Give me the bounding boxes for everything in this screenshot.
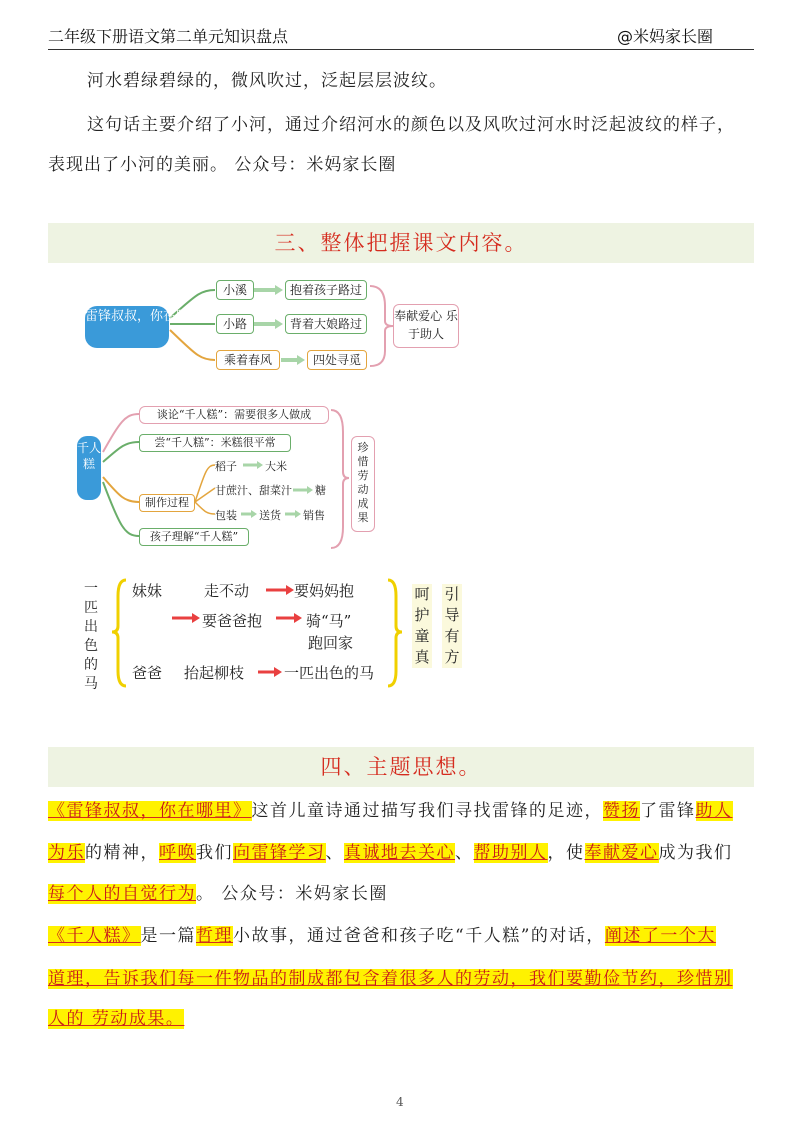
poem-r3-subject: 爸爸 <box>132 664 163 682</box>
theme-segment: 。 公众号：米妈家长圈 <box>196 884 388 904</box>
mindmap-qianrengao-center: 千人糕 <box>77 436 101 500</box>
theme-segment: 我们 <box>196 843 233 863</box>
theme-segment: 赞扬 <box>603 801 640 821</box>
section-4-title: 四、主题思想。 <box>48 747 754 787</box>
header-title: 二年级下册语文第二单元知识盘点 <box>48 27 289 46</box>
theme-segment: 奉献爱心 <box>584 843 659 863</box>
mindmap-qianrengao-item-3: 制作过程 <box>139 494 195 512</box>
mindmap-leifeng-row1-from: 小溪 <box>216 280 254 300</box>
process-step-3c: 销售 <box>303 509 325 522</box>
process-step-1a: 稻子 <box>215 460 237 473</box>
theme-p1-line-2 <box>48 838 733 868</box>
theme-segment: 真诚地去关心 <box>344 843 455 863</box>
poem-theme-2: 引导有方 <box>442 584 462 668</box>
mindmap-leifeng-row2-to: 背着大娘路过 <box>285 314 367 334</box>
mindmap-leifeng-row2-from: 小路 <box>216 314 254 334</box>
theme-segment: 阐述了一个大 <box>604 926 716 946</box>
theme-segment: 这首儿童诗通过描写我们寻找雷锋的足迹， <box>251 801 603 821</box>
header-divider <box>48 49 754 50</box>
theme-segment: 是一篇 <box>140 926 196 946</box>
mindmap-leifeng-row1-to: 抱着孩子路过 <box>285 280 367 300</box>
poem-r3-action: 抬起柳枝 <box>184 664 245 682</box>
mindmap-leifeng-summary: 奉献爱心 乐于助人 <box>393 304 459 348</box>
theme-segment: ，使 <box>547 843 585 863</box>
mindmap-qianrengao-item-4: 孩子理解“千人糕” <box>139 528 249 546</box>
theme-p2-line-1 <box>48 921 716 951</box>
theme-segment: 、 <box>455 843 474 863</box>
poem-r2-result: 骑“马” <box>306 612 352 630</box>
mindmap-leifeng-row3-from: 乘着春风 <box>216 350 280 370</box>
theme-segment: 小故事，通过爸爸和孩子吃“千人糕”的对话， <box>233 926 605 946</box>
theme-segment: 成为我们 <box>658 843 733 863</box>
poem-r3-result: 一匹出色的马 <box>284 664 375 682</box>
poem-diagram <box>80 576 470 691</box>
theme-segment: 助人 <box>695 801 733 821</box>
theme-segment: 、 <box>325 843 344 863</box>
theme-segment: 向雷锋学习 <box>233 843 326 863</box>
mindmap-qianrengao-item-2: 尝“千人糕”：米糕很平常 <box>139 434 291 452</box>
theme-segment: 《雷锋叔叔，你在哪里》 <box>48 801 252 821</box>
section-3-title: 三、整体把握课文内容。 <box>48 223 754 263</box>
theme-segment: 哲理 <box>196 926 233 946</box>
mindmap-qianrengao-summary: 珍惜劳动成果 <box>351 436 375 532</box>
theme-segment: 呼唤 <box>159 843 196 863</box>
theme-p2-line-2 <box>48 964 733 994</box>
mindmap-leifeng-center: 雷锋叔叔，你在哪里 <box>85 306 169 348</box>
theme-segment: 每个人的自觉行为 <box>48 884 196 904</box>
intro-line-1: 河水碧绿碧绿的，微风吹过，泛起层层波纹。 <box>87 71 447 91</box>
mindmap-leifeng <box>85 276 465 376</box>
poem-r1-subject: 妹妹 <box>132 582 163 600</box>
theme-segment: 人的 劳动成果。 <box>48 1009 185 1029</box>
process-step-2a: 甘蔗汁、甜菜汁 <box>215 484 292 497</box>
theme-segment: 了雷锋 <box>640 801 696 821</box>
poem-r1-result: 要妈妈抱 <box>294 582 355 600</box>
poem-theme-1: 呵护童真 <box>412 584 432 668</box>
theme-p1-line-3 <box>48 879 388 909</box>
mindmap-qianrengao-item-1: 谈论“千人糕”：需要很多人做成 <box>139 406 329 424</box>
theme-p2-line-3 <box>48 1004 184 1034</box>
process-step-2b: 糖 <box>315 484 326 497</box>
poem-r1-action: 走不动 <box>204 582 250 600</box>
page-number: 4 <box>396 1095 404 1109</box>
intro-line-3: 表现出了小河的美丽。 公众号：米妈家长圈 <box>48 155 397 175</box>
mindmap-qianrengao <box>75 402 395 552</box>
process-step-3b: 送货 <box>259 509 281 522</box>
mindmap-leifeng-row3-to: 四处寻觅 <box>307 350 367 370</box>
theme-p1-line-1 <box>48 796 733 826</box>
poem-title: 一匹出色的马 <box>84 581 98 692</box>
process-step-3a: 包装 <box>215 509 237 522</box>
theme-segment: 《千人糕》 <box>48 926 141 946</box>
poem-r2-result-2: 跑回家 <box>308 634 354 652</box>
header-account: @米妈家长圈 <box>617 27 714 46</box>
theme-segment: 的精神， <box>85 843 159 863</box>
theme-segment: 为乐 <box>48 843 85 863</box>
intro-line-2: 这句话主要介绍了小河，通过介绍河水的颜色以及风吹过河水时泛起波纹的样子， <box>87 115 735 135</box>
theme-segment: 帮助别人 <box>473 843 548 863</box>
process-step-1b: 大米 <box>265 460 287 473</box>
theme-segment: 道理，告诉我们每一件物品的制成都包含着很多人的劳动，我们要勤俭节约，珍惜别 <box>48 969 733 989</box>
poem-r2-action: 要爸爸抱 <box>202 612 263 630</box>
